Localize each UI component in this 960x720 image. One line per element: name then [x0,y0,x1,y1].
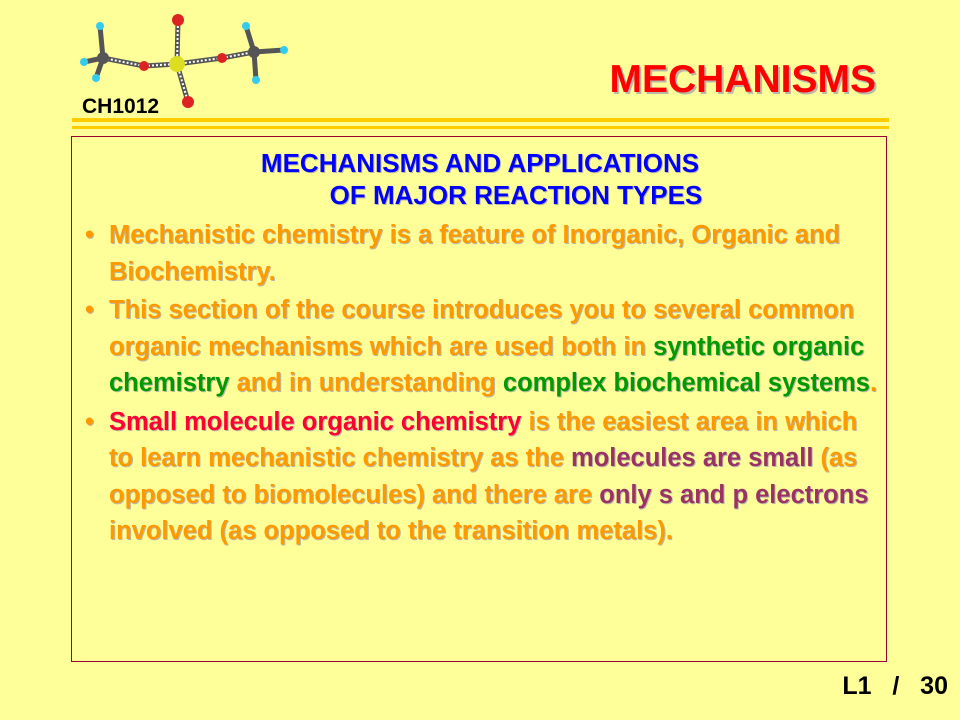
page-number: L1 / 30 [842,672,948,700]
slide-title: MECHANISMS [609,58,876,101]
bullet-2-part-3: . [870,369,878,397]
bullet-dot-icon: • [85,296,94,324]
header-rule-top [72,118,889,122]
bullet-list [85,217,880,552]
bullet-3-highlight-molecules-small: molecules are small [571,444,814,472]
bullet-2-part-1: This section of the course introduces you to several common organic mechanisms which are used both in [109,296,855,361]
molecule-logo-icon [74,12,294,108]
bullet-2-highlight-biochemical: complex biochemical systems [502,369,870,397]
content-box [71,136,887,662]
bullet-item-3 [85,404,880,550]
bullet-item-1 [85,217,880,290]
bullet-3-part-2: (as opposed to biomolecules) and there are [109,444,858,509]
bullet-2-part-2: and in understanding [229,369,503,397]
bullet-2-highlight-synthetic: synthetic organic chemistry [109,332,865,397]
subtitle-line-2: OF MAJOR REACTION TYPES [329,180,703,210]
slide-subtitle [72,147,888,211]
bullet-3-highlight-small-molecule: Small molecule organic chemistry [109,407,522,436]
course-code: CH1012 [82,95,160,118]
header-rule-bottom [72,126,889,129]
bullet-3-part-1: is the easiest area in which to learn mechanistic chemistry as the [109,407,858,472]
bullet-3-part-3: involved (as opposed to the transition metals). [109,517,673,545]
subtitle-line-1: MECHANISMS AND APPLICATIONS [260,148,700,178]
bullet-3-highlight-s-and-p: only s and p electrons [599,480,869,509]
bullet-dot-icon: • [85,221,94,249]
bullet-item-2 [85,292,880,402]
bullet-1-text: Mechanistic chemistry is a feature of Inorganic, Organic and Biochemistry. [109,221,841,286]
bullet-dot-icon: • [85,407,94,436]
